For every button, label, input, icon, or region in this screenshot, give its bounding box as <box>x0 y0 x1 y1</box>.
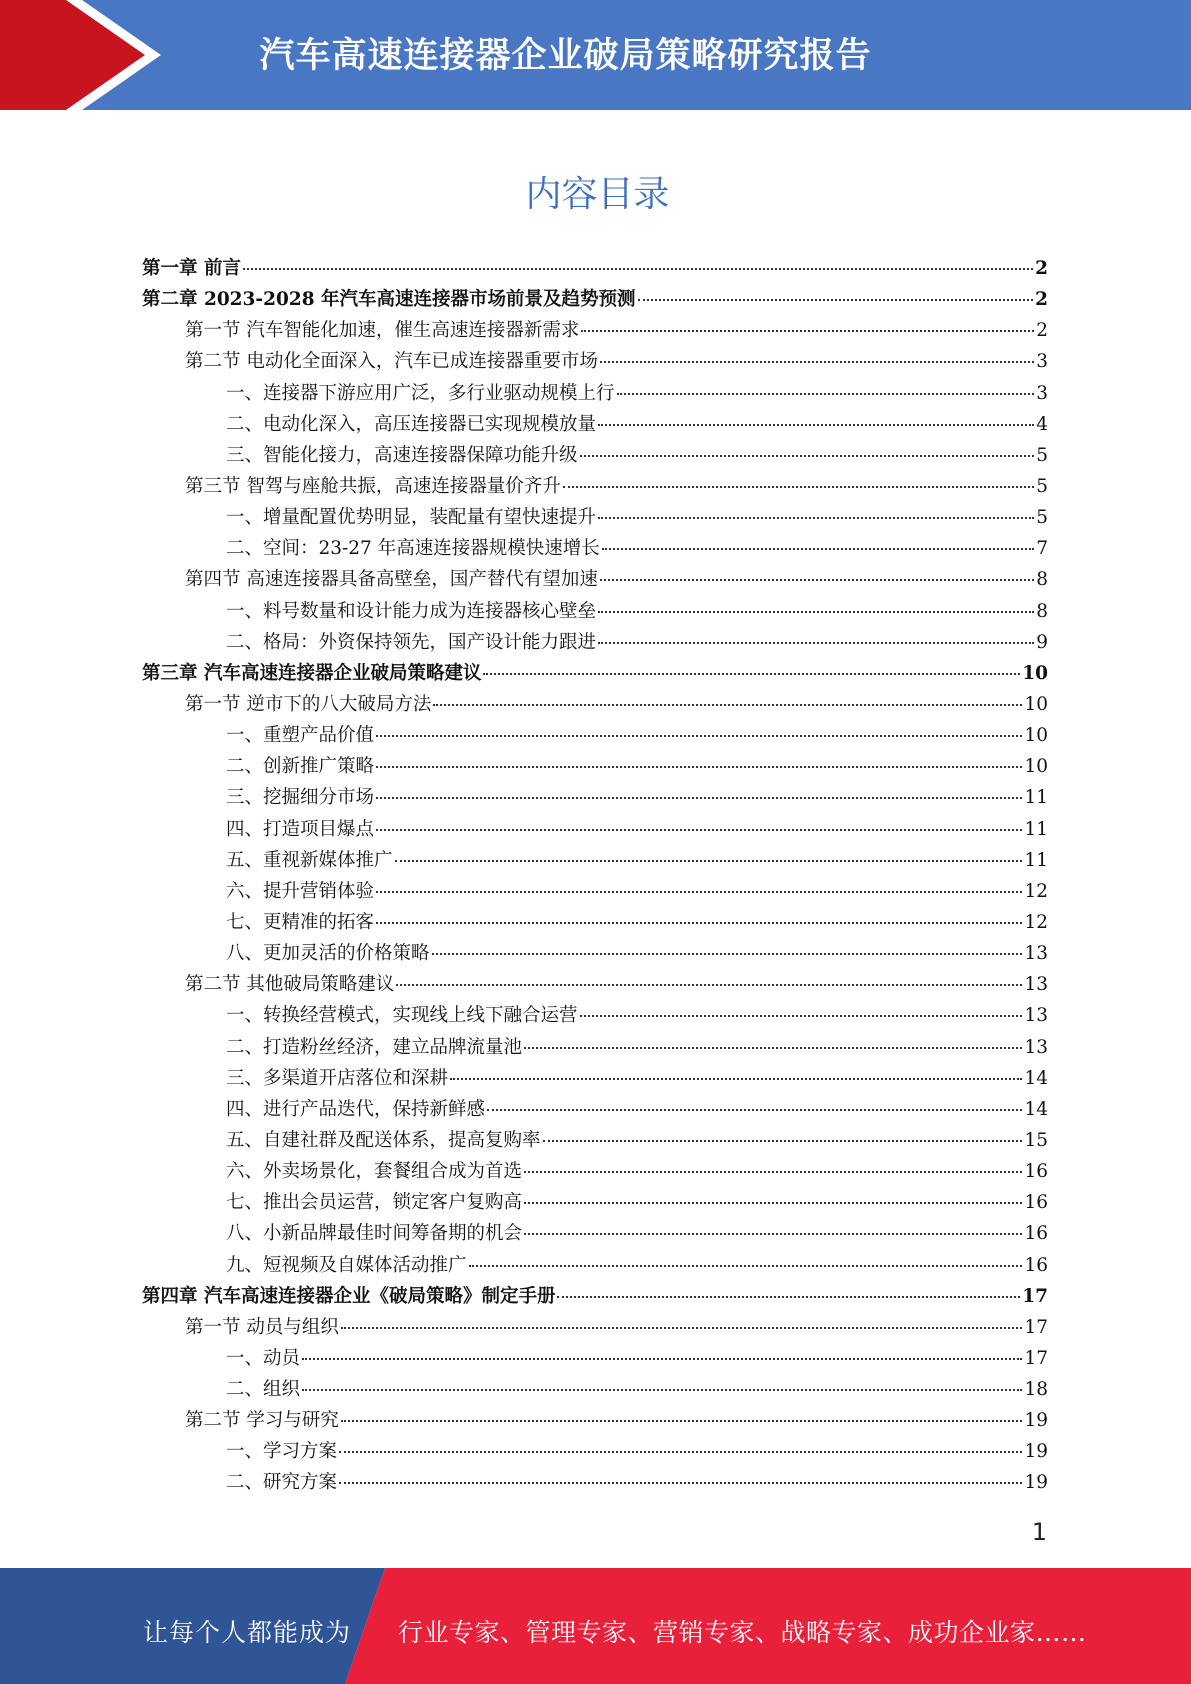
toc-page-number: 12 <box>1024 911 1048 933</box>
toc-entry[interactable] <box>142 409 1048 440</box>
toc-dot-leader <box>450 1078 1022 1080</box>
toc-entry-text: 九、短视频及自媒体活动推广 <box>226 1254 467 1276</box>
toc-page-number: 5 <box>1036 444 1048 466</box>
toc-dot-leader <box>557 1296 1020 1298</box>
toc-entry[interactable] <box>142 533 1048 564</box>
toc-entry[interactable] <box>142 1187 1048 1218</box>
toc-page-number: 10 <box>1024 756 1048 778</box>
toc-heading: 内容目录 <box>525 174 670 215</box>
toc-dot-leader <box>376 766 1022 768</box>
toc-dot-leader <box>483 673 1020 675</box>
toc-entry-text: 二、格局：外资保持领先，国产设计能力跟进 <box>226 631 597 653</box>
toc-page-number: 11 <box>1024 787 1048 809</box>
toc-entry[interactable] <box>142 1374 1048 1405</box>
toc-entry-text: 一、学习方案 <box>226 1441 338 1463</box>
toc-entry-text: 一、增量配置优势明显，装配量有望快速提升 <box>226 507 597 529</box>
toc-dot-leader <box>563 486 1034 488</box>
toc-dot-leader <box>302 1358 1022 1360</box>
toc-dot-leader <box>598 424 1034 426</box>
toc-entry-text: 一、转换经营模式，实现线上线下融合运营 <box>226 1005 578 1027</box>
toc-page-number: 15 <box>1024 1129 1048 1151</box>
toc-entry-text: 五、自建社群及配送体系，提高复购率 <box>226 1129 541 1151</box>
toc-dot-leader <box>432 953 1023 955</box>
toc-entry-text: 第四节 高速连接器具备高壁垒，国产替代有望加速 <box>185 569 598 591</box>
toc-page-number: 11 <box>1024 849 1048 871</box>
toc-page-number: 5 <box>1036 475 1048 497</box>
toc-page-number: 13 <box>1024 974 1048 996</box>
toc-page-number: 14 <box>1024 1067 1048 1089</box>
toc-entry-text: 第一节 逆市下的八大破局方法 <box>185 693 432 715</box>
toc-entry[interactable] <box>142 751 1048 782</box>
toc-entry-text: 四、打造项目爆点 <box>226 818 375 840</box>
toc-entry-text: 八、更加灵活的价格策略 <box>226 943 430 965</box>
toc-entry-text: 第四章 汽车高速连接器企业《破局策略》制定手册 <box>142 1285 556 1307</box>
toc-entry[interactable] <box>142 1032 1048 1063</box>
toc-dot-leader <box>376 891 1022 893</box>
toc-entry-text: 二、空间：23-27 年高速连接器规模快速增长 <box>226 538 600 560</box>
toc-entry[interactable] <box>142 315 1048 346</box>
report-title: 汽车高速连接器企业破局策略研究报告 <box>259 36 872 76</box>
toc-entry[interactable] <box>142 814 1048 845</box>
toc-page-number: 9 <box>1036 631 1048 653</box>
footer-slogan-right: 行业专家、管理专家、营销专家、战略专家、成功企业家…… <box>398 1618 1087 1647</box>
toc-entry-text: 七、推出会员运营，锁定客户复购高 <box>226 1192 523 1214</box>
toc-entry-text: 第二章 2023-2028 年汽车高速连接器市场前景及趋势预测 <box>142 289 636 311</box>
toc-entry[interactable] <box>142 1094 1048 1125</box>
toc-entry-text: 二、电动化深入，高压连接器已实现规模放量 <box>226 413 597 435</box>
toc-entry-text: 一、重塑产品价值 <box>226 725 375 747</box>
toc-dot-leader <box>600 361 1034 363</box>
toc-dot-leader <box>376 922 1022 924</box>
toc-entry[interactable] <box>142 502 1048 533</box>
toc-dot-leader <box>469 1265 1023 1267</box>
toc-entry[interactable] <box>142 1467 1048 1498</box>
toc-dot-leader <box>487 1109 1022 1111</box>
toc-entry-text: 第二节 学习与研究 <box>185 1410 339 1432</box>
toc-entry[interactable] <box>142 1250 1048 1281</box>
toc-entry[interactable] <box>142 284 1048 315</box>
footer-slogan-left: 让每个人都能成为 <box>143 1618 352 1647</box>
toc-dot-leader <box>433 704 1022 706</box>
toc-entry[interactable] <box>142 1312 1048 1343</box>
toc-entry[interactable] <box>142 938 1048 969</box>
toc-entry[interactable] <box>142 346 1048 377</box>
toc-entry-text: 六、外卖场景化，套餐组合成为首选 <box>226 1161 523 1183</box>
toc-entry-text: 三、挖掘细分市场 <box>226 787 375 809</box>
toc-entry[interactable] <box>142 253 1048 284</box>
footer-band <box>0 1568 1191 1684</box>
toc-entry[interactable] <box>142 782 1048 813</box>
toc-entry-text: 第二节 电动化全面深入，汽车已成连接器重要市场 <box>185 351 598 373</box>
toc-page-number: 11 <box>1024 818 1048 840</box>
toc-dot-leader <box>341 1327 1023 1329</box>
toc-dot-leader <box>524 1171 1022 1173</box>
toc-entry-text: 二、打造粉丝经济，建立品牌流量池 <box>226 1036 523 1058</box>
toc-page-number: 8 <box>1036 600 1048 622</box>
toc-page-number: 2 <box>1035 289 1048 311</box>
toc-dot-leader <box>524 1047 1022 1049</box>
toc-dot-leader <box>598 517 1034 519</box>
toc-dot-leader <box>302 1389 1022 1391</box>
toc-entry-text: 七、更精准的拓客 <box>226 911 375 933</box>
toc-dot-leader <box>341 1420 1023 1422</box>
toc-dot-leader <box>602 548 1035 550</box>
toc-dot-leader <box>580 1015 1023 1017</box>
toc-page-number: 16 <box>1024 1192 1048 1214</box>
toc-page-number: 17 <box>1024 1316 1048 1338</box>
toc-dot-leader <box>638 299 1034 301</box>
toc-entry[interactable] <box>142 1281 1048 1312</box>
toc-dot-leader <box>580 455 1035 457</box>
toc-entry[interactable] <box>142 845 1048 876</box>
toc-dot-leader <box>396 984 1022 986</box>
toc-dot-leader <box>376 797 1022 799</box>
toc-page-number: 16 <box>1024 1161 1048 1183</box>
toc-page-number: 8 <box>1036 569 1048 591</box>
toc-page-number: 14 <box>1024 1098 1048 1120</box>
toc-page-number: 3 <box>1036 351 1048 373</box>
toc-entry[interactable] <box>142 564 1048 595</box>
toc-dot-leader <box>395 860 1023 862</box>
toc-dot-leader <box>339 1451 1022 1453</box>
toc-page-number: 5 <box>1036 507 1048 529</box>
toc-page-number: 16 <box>1024 1223 1048 1245</box>
toc-entry[interactable] <box>142 378 1048 409</box>
toc-page-number: 13 <box>1024 943 1048 965</box>
toc-entry-text: 四、进行产品迭代，保持新鲜感 <box>226 1098 486 1120</box>
toc-entry-text: 五、重视新媒体推广 <box>226 849 393 871</box>
toc-page-number: 19 <box>1024 1472 1048 1494</box>
toc-entry-text: 第一节 动员与组织 <box>185 1316 339 1338</box>
toc-page-number: 18 <box>1024 1379 1048 1401</box>
toc-page-number: 13 <box>1024 1005 1048 1027</box>
toc-entry-text: 第三章 汽车高速连接器企业破局策略建议 <box>142 662 482 684</box>
toc-dot-leader <box>376 735 1022 737</box>
toc-entry[interactable] <box>142 907 1048 938</box>
toc-page-number: 19 <box>1024 1441 1048 1463</box>
header-band <box>0 0 1191 110</box>
toc-entry[interactable] <box>142 1156 1048 1187</box>
toc-entry[interactable] <box>142 1125 1048 1156</box>
toc-entry[interactable] <box>142 1436 1048 1467</box>
toc-entry[interactable] <box>142 876 1048 907</box>
toc-entry-text: 二、研究方案 <box>226 1472 338 1494</box>
toc-page-number: 17 <box>1024 1347 1048 1369</box>
toc-dot-leader <box>524 1233 1022 1235</box>
toc-entry-text: 八、小新品牌最佳时间筹备期的机会 <box>226 1223 523 1245</box>
toc-entry[interactable] <box>142 689 1048 720</box>
toc-dot-leader <box>376 829 1022 831</box>
toc-entry-text: 第一节 汽车智能化加速，催生高速连接器新需求 <box>185 320 580 342</box>
toc-entry-text: 三、智能化接力，高速连接器保障功能升级 <box>226 444 578 466</box>
toc-entry[interactable] <box>142 1218 1048 1249</box>
toc-entry-text: 三、多渠道开店落位和深耕 <box>226 1067 449 1089</box>
toc-dot-leader <box>598 642 1034 644</box>
toc-entry-text: 二、创新推广策略 <box>226 756 375 778</box>
toc-entry[interactable] <box>142 720 1048 751</box>
toc-entry[interactable] <box>142 1343 1048 1374</box>
toc-entry[interactable] <box>142 440 1048 471</box>
toc-page-number: 7 <box>1036 538 1048 560</box>
toc-page-number: 10 <box>1022 662 1048 684</box>
toc-dot-leader <box>339 1482 1022 1484</box>
toc-dot-leader <box>600 579 1034 581</box>
toc-dot-leader <box>543 1140 1023 1142</box>
toc-dot-leader <box>243 268 1033 270</box>
toc-entry[interactable] <box>142 471 1048 502</box>
toc-page-number: 3 <box>1036 382 1048 404</box>
toc-page-number: 13 <box>1024 1036 1048 1058</box>
toc-entry-text: 第三节 智驾与座舱共振，高速连接器量价齐升 <box>185 475 561 497</box>
toc-page-number: 17 <box>1022 1285 1048 1307</box>
toc-entry[interactable] <box>142 1063 1048 1094</box>
toc-entry[interactable] <box>142 596 1048 627</box>
toc-entry-text: 第二节 其他破局策略建议 <box>185 974 395 996</box>
toc-dot-leader <box>581 330 1034 332</box>
toc-entry-text: 一、连接器下游应用广泛，多行业驱动规模上行 <box>226 382 615 404</box>
toc-dot-leader <box>598 611 1034 613</box>
toc-entry-text: 一、动员 <box>226 1347 301 1369</box>
toc-entry-text: 一、料号数量和设计能力成为连接器核心壁垒 <box>226 600 597 622</box>
toc-page-number: 12 <box>1024 880 1048 902</box>
toc-dot-leader <box>617 393 1035 395</box>
toc-page-number: 4 <box>1036 413 1048 435</box>
toc-entry-text: 二、组织 <box>226 1379 301 1401</box>
table-of-contents <box>142 253 1048 1499</box>
toc-entry-text: 六、提升营销体验 <box>226 880 375 902</box>
toc-entry[interactable] <box>142 969 1048 1000</box>
page-number: 1 <box>1031 1518 1047 1546</box>
toc-page-number: 19 <box>1024 1410 1048 1432</box>
toc-entry[interactable] <box>142 1405 1048 1436</box>
toc-page-number: 10 <box>1024 725 1048 747</box>
toc-page-number: 10 <box>1024 693 1048 715</box>
toc-page-number: 2 <box>1035 258 1048 279</box>
toc-entry[interactable] <box>142 627 1048 658</box>
toc-dot-leader <box>524 1202 1022 1204</box>
toc-page-number: 16 <box>1024 1254 1048 1276</box>
toc-entry-text: 第一章 前言 <box>142 258 241 279</box>
toc-entry[interactable] <box>142 658 1048 689</box>
toc-entry[interactable] <box>142 1000 1048 1031</box>
toc-page-number: 2 <box>1036 320 1048 342</box>
